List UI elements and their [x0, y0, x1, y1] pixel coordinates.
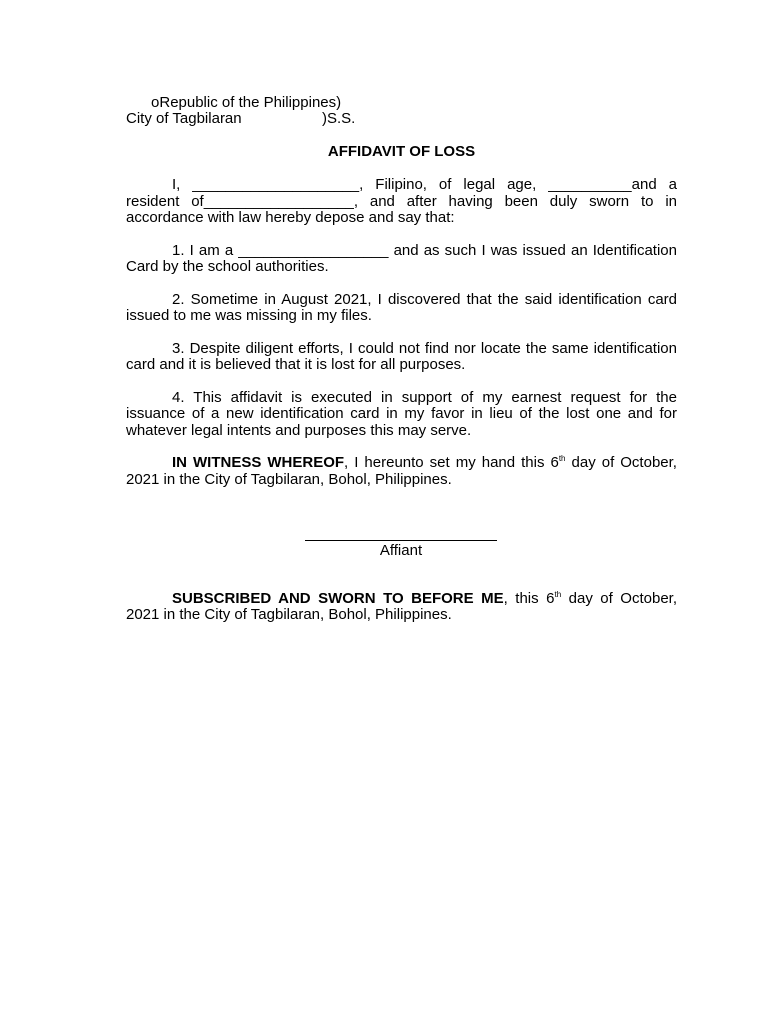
witness-text-a: , I hereunto set my hand this 6 [344, 454, 559, 471]
sworn-ordinal: th [554, 589, 562, 599]
paragraph-1: 1. I am a __________________ and as such I was issued an Identification Card by the school authorities. [126, 241, 677, 275]
sworn-text-b: day of October, 2021 in the City of Tagbilaran, Bohol, Philippines. [126, 589, 677, 623]
witness-lead: IN WITNESS WHEREOF [172, 454, 345, 471]
paragraph-2: 2. Sometime in August 2021, I discovered that the said identification card issued to me was missing in my files. [126, 290, 677, 324]
paragraph-3: 3. Despite diligent efforts, I could not find nor locate the same identification card and it is believed that it is lost for all purposes. [126, 339, 677, 373]
venue-city: City of Tagbilaran [126, 110, 242, 127]
affidavit-document [126, 78, 677, 624]
signature-line [305, 526, 497, 541]
witness-text-b: day of October, 2021 in the City of Tagbilaran, Bohol, Philippines. [126, 454, 677, 488]
signature-label: Affiant [379, 542, 423, 559]
sworn-text-a: , this 6 [503, 589, 555, 607]
venue-country: oRepublic of the Philippines) [151, 93, 342, 111]
sworn-lead: SUBSCRIBED AND SWORN TO BEFORE ME [172, 589, 504, 607]
venue-ss: )S.S. [322, 110, 356, 127]
intro-paragraph: I, ____________________, Filipino, of legal age, __________and a resident of__________________, and after having been duly sworn to in accordance with law hereby depose and say that: [126, 176, 677, 226]
witness-paragraph [126, 455, 677, 488]
signature-block [126, 526, 677, 560]
paragraph-4: 4. This affidavit is executed in support of my earnest request for the issuance of a new identification card in my favor in lieu of the lost one and for whatever legal intents and purposes this may serve. [126, 388, 677, 439]
witness-ordinal: th [558, 454, 566, 463]
document-title: AFFIDAVIT OF LOSS [327, 143, 476, 160]
venue-city-line [126, 111, 677, 128]
sworn-paragraph [126, 591, 677, 624]
venue-country-line [126, 78, 677, 111]
